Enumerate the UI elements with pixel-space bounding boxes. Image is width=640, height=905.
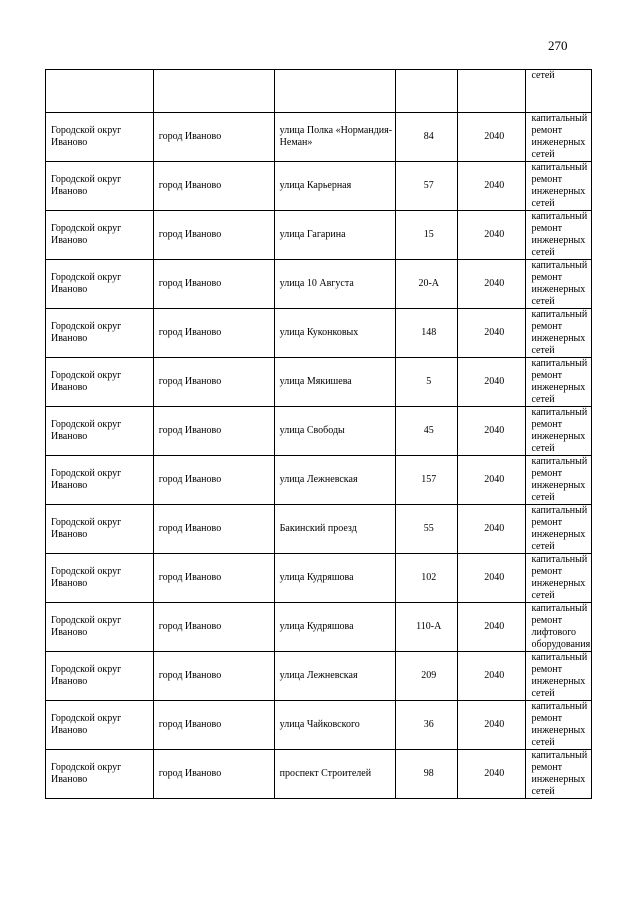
year-cell [457, 70, 526, 113]
municipality-cell: Городской округ Иваново [46, 260, 154, 309]
work-type-cell: капитальный ремонт инженерных сетей [526, 260, 592, 309]
house-cell: 102 [395, 554, 457, 603]
city-cell: город Иваново [153, 750, 274, 799]
table-row [46, 603, 592, 652]
street-cell: улица Гагарина [274, 211, 395, 260]
house-cell: 15 [395, 211, 457, 260]
house-cell: 36 [395, 701, 457, 750]
city-cell: город Иваново [153, 358, 274, 407]
house-cell: 5 [395, 358, 457, 407]
year-cell: 2040 [457, 652, 526, 701]
city-cell: город Иваново [153, 309, 274, 358]
year-cell: 2040 [457, 554, 526, 603]
street-cell: улица Мякишева [274, 358, 395, 407]
table-row-continuation [46, 70, 592, 113]
work-type-cell: капитальный ремонт инженерных сетей [526, 554, 592, 603]
work-type-cell: капитальный ремонт инженерных сетей [526, 456, 592, 505]
municipality-cell: Городской округ Иваново [46, 750, 154, 799]
year-cell: 2040 [457, 456, 526, 505]
table-row [46, 260, 592, 309]
work-type-cell: капитальный ремонт инженерных сетей [526, 211, 592, 260]
municipality-cell: Городской округ Иваново [46, 211, 154, 260]
table-row [46, 750, 592, 799]
street-cell: улица Кудряшова [274, 554, 395, 603]
work-type-cell: сетей [526, 70, 592, 113]
house-cell: 57 [395, 162, 457, 211]
year-cell: 2040 [457, 407, 526, 456]
municipality-cell: Городской округ Иваново [46, 456, 154, 505]
work-type-cell: капитальный ремонт инженерных сетей [526, 309, 592, 358]
table-row [46, 309, 592, 358]
house-cell: 209 [395, 652, 457, 701]
house-cell: 45 [395, 407, 457, 456]
house-cell: 157 [395, 456, 457, 505]
table-row [46, 456, 592, 505]
work-type-cell: капитальный ремонт лифтового оборудования [526, 603, 592, 652]
work-type-cell: капитальный ремонт инженерных сетей [526, 750, 592, 799]
year-cell: 2040 [457, 309, 526, 358]
year-cell: 2040 [457, 750, 526, 799]
year-cell: 2040 [457, 211, 526, 260]
table-row [46, 554, 592, 603]
table-row [46, 407, 592, 456]
year-cell: 2040 [457, 701, 526, 750]
municipality-cell: Городской округ Иваново [46, 162, 154, 211]
city-cell: город Иваново [153, 652, 274, 701]
year-cell: 2040 [457, 505, 526, 554]
table-row [46, 211, 592, 260]
municipality-cell: Городской округ Иваново [46, 554, 154, 603]
work-type-cell: капитальный ремонт инженерных сетей [526, 162, 592, 211]
street-cell: улица 10 Августа [274, 260, 395, 309]
year-cell: 2040 [457, 162, 526, 211]
table-row [46, 505, 592, 554]
work-type-cell: капитальный ремонт инженерных сетей [526, 358, 592, 407]
table-row [46, 358, 592, 407]
work-type-cell: капитальный ремонт инженерных сетей [526, 407, 592, 456]
work-type-cell: капитальный ремонт инженерных сетей [526, 701, 592, 750]
city-cell: город Иваново [153, 701, 274, 750]
city-cell: город Иваново [153, 407, 274, 456]
municipality-cell: Городской округ Иваново [46, 652, 154, 701]
city-cell: город Иваново [153, 260, 274, 309]
page-number: 270 [548, 38, 568, 53]
city-cell: город Иваново [153, 113, 274, 162]
street-cell: улица Кудряшова [274, 603, 395, 652]
city-cell: город Иваново [153, 603, 274, 652]
municipality-cell: Городской округ Иваново [46, 309, 154, 358]
street-cell: проспект Строителей [274, 750, 395, 799]
house-cell: 55 [395, 505, 457, 554]
year-cell: 2040 [457, 603, 526, 652]
city-cell: город Иваново [153, 554, 274, 603]
work-type-cell: капитальный ремонт инженерных сетей [526, 505, 592, 554]
street-cell: улица Лежневская [274, 456, 395, 505]
house-cell: 98 [395, 750, 457, 799]
street-cell: улица Куконковых [274, 309, 395, 358]
street-cell: улица Свободы [274, 407, 395, 456]
city-cell: город Иваново [153, 456, 274, 505]
city-cell: город Иваново [153, 162, 274, 211]
work-type-cell: капитальный ремонт инженерных сетей [526, 652, 592, 701]
municipality-cell: Городской округ Иваново [46, 603, 154, 652]
house-cell: 110-А [395, 603, 457, 652]
city-cell: город Иваново [153, 505, 274, 554]
work-type-cell: капитальный ремонт инженерных сетей [526, 113, 592, 162]
year-cell: 2040 [457, 358, 526, 407]
municipality-cell [46, 70, 154, 113]
register-table [45, 69, 592, 799]
municipality-cell: Городской округ Иваново [46, 505, 154, 554]
street-cell: улица Лежневская [274, 652, 395, 701]
table-row [46, 652, 592, 701]
municipality-cell: Городской округ Иваново [46, 358, 154, 407]
street-cell [274, 70, 395, 113]
house-cell: 84 [395, 113, 457, 162]
table-row [46, 113, 592, 162]
street-cell: Бакинский проезд [274, 505, 395, 554]
house-cell [395, 70, 457, 113]
house-cell: 20-А [395, 260, 457, 309]
city-cell: город Иваново [153, 211, 274, 260]
municipality-cell: Городской округ Иваново [46, 407, 154, 456]
table-row [46, 701, 592, 750]
street-cell: улица Полка «Нормандия-Неман» [274, 113, 395, 162]
year-cell: 2040 [457, 260, 526, 309]
street-cell: улица Карьерная [274, 162, 395, 211]
municipality-cell: Городской округ Иваново [46, 113, 154, 162]
city-cell [153, 70, 274, 113]
municipality-cell: Городской округ Иваново [46, 701, 154, 750]
street-cell: улица Чайковского [274, 701, 395, 750]
year-cell: 2040 [457, 113, 526, 162]
table-row [46, 162, 592, 211]
house-cell: 148 [395, 309, 457, 358]
